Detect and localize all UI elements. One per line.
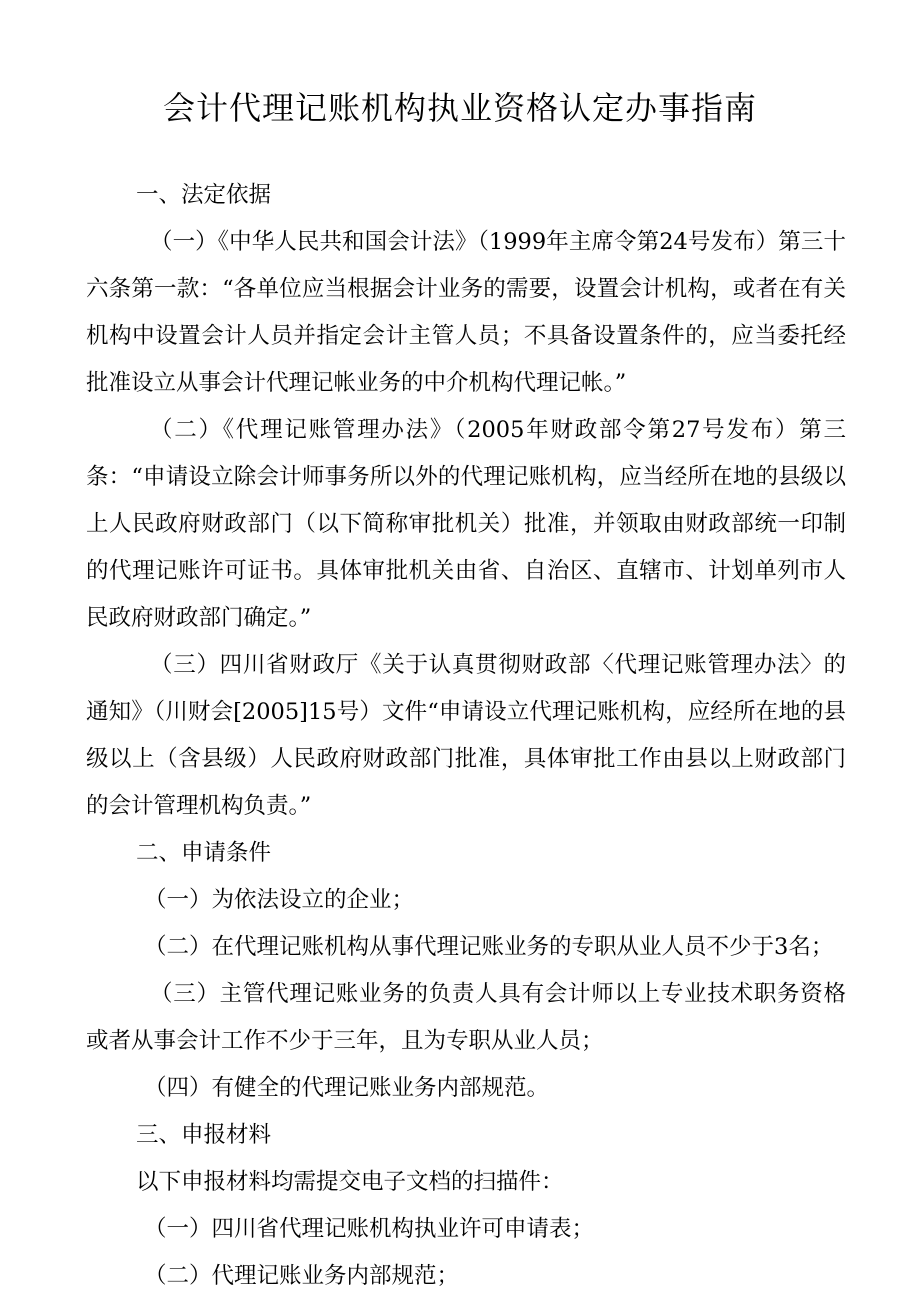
condition-item-4: （四）有健全的代理记账业务内部规范。 (144, 1075, 550, 1101)
material-item-2: （二）代理记账业务内部规范； (144, 1263, 460, 1289)
condition-item-3: （三）主管代理记账业务的负责人具有会计师以上专业技术职务资格或者从事会计工作不少于三年，且为专职从业人员； (86, 981, 846, 1054)
section-heading-legal-basis: 一、法定依据 (136, 182, 272, 208)
legal-basis-paragraph-2: （二）《代理记账管理办法》（2005年财政部令第27号发布）第三条：“申请设立除会计师事务所以外的代理记账机构，应当经所在地的县级以上人民政府财政部门（以下简称审批机关）批准，并领取由财政部统一印制的代理记账许可证书。具体审批机关由省、自治区、直辖市、计划单列市人民政府财政部门确定。” (86, 417, 846, 631)
section-heading-conditions: 二、申请条件 (136, 840, 272, 866)
legal-basis-paragraph-1: （一）《中华人民共和国会计法》（1999年主席令第24号发布）第三十六条第一款：“各单位应当根据会计业务的需要，设置会计机构，或者在有关机构中设置会计人员并指定会计主管人员；不具备设置条件的，应当委托经批准设立从事会计代理记帐业务的中介机构代理记帐。” (86, 229, 846, 396)
materials-intro: 以下申报材料均需提交电子文档的扫描件： (136, 1169, 564, 1195)
condition-item-1: （一）为依法设立的企业； (144, 887, 415, 913)
condition-item-2: （二）在代理记账机构从事代理记账业务的专职从业人员不少于3名； (144, 934, 834, 960)
section-heading-materials: 三、申报材料 (136, 1122, 272, 1148)
document-title: 会计代理记账机构执业资格认定办事指南 (162, 89, 757, 127)
document-body (86, 172, 846, 1300)
material-item-1: （一）四川省代理记账机构执业许可申请表； (144, 1216, 595, 1242)
legal-basis-paragraph-3: （三）四川省财政厅《关于认真贯彻财政部〈代理记账管理办法〉的通知》（川财会[2005]15号）文件“申请设立代理记账机构，应经所在地的县级以上（含县级）人民政府财政部门批准，具体审批工作由县以上财政部门的会计管理机构负责。” (86, 652, 846, 819)
